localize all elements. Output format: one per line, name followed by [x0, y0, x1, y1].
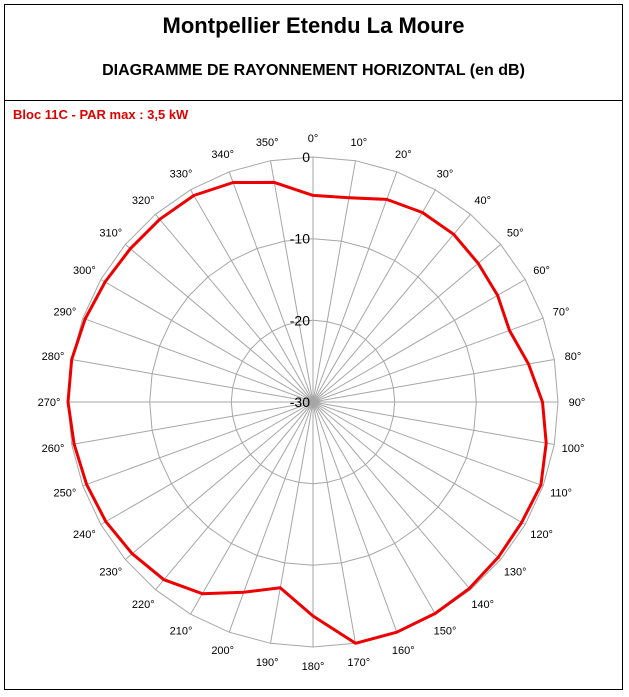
- chart-subtitle: DIAGRAMME DE RAYONNEMENT HORIZONTAL (en dB): [102, 62, 525, 79]
- angle-label: 290°: [53, 306, 77, 319]
- radial-tick-label: -20: [289, 312, 310, 329]
- angle-label: 250°: [53, 487, 77, 500]
- angle-label: 140°: [471, 599, 495, 612]
- angle-label: 330°: [169, 168, 193, 181]
- angle-label: 280°: [41, 351, 65, 364]
- angle-label: 160°: [391, 645, 415, 658]
- angle-label: 300°: [73, 265, 96, 277]
- radial-tick-label: 0: [302, 149, 310, 165]
- angle-label: 310°: [99, 227, 123, 240]
- angle-label: 240°: [73, 529, 96, 541]
- angle-label: 120°: [530, 529, 553, 541]
- angle-label: 10°: [350, 137, 368, 149]
- angle-label: 0°: [307, 133, 319, 145]
- angle-label: 110°: [550, 487, 573, 500]
- angle-label: 320°: [131, 194, 155, 207]
- angle-label: 210°: [169, 625, 193, 638]
- angle-label: 130°: [503, 566, 527, 579]
- angle-label: 70°: [552, 306, 570, 319]
- angle-label: 60°: [533, 265, 550, 277]
- angle-label: 270°: [37, 397, 61, 409]
- angle-label: 30°: [436, 168, 454, 181]
- angle-label: 50°: [506, 227, 524, 240]
- angle-label: 180°: [301, 661, 325, 673]
- angle-label: 350°: [255, 137, 279, 149]
- page-title: Montpellier Etendu La Moure: [162, 13, 465, 38]
- angle-label: 150°: [433, 625, 457, 638]
- radial-tick-label: -10: [289, 230, 310, 247]
- angle-label: 90°: [568, 397, 586, 409]
- angle-label: 40°: [474, 194, 492, 207]
- angle-label: 230°: [99, 566, 123, 579]
- angle-label: 220°: [131, 599, 155, 612]
- angle-label: 260°: [41, 442, 65, 455]
- angle-label: 100°: [561, 442, 585, 455]
- angle-label: 340°: [211, 148, 235, 161]
- angle-label: 190°: [255, 657, 279, 669]
- angle-label: 170°: [347, 657, 371, 669]
- angle-label: 200°: [211, 645, 235, 658]
- bloc-label: Bloc 11C - PAR max : 3,5 kW: [13, 107, 189, 122]
- angle-label: 80°: [564, 351, 582, 364]
- radial-tick-label: -30: [289, 394, 310, 410]
- angle-label: 20°: [394, 148, 412, 161]
